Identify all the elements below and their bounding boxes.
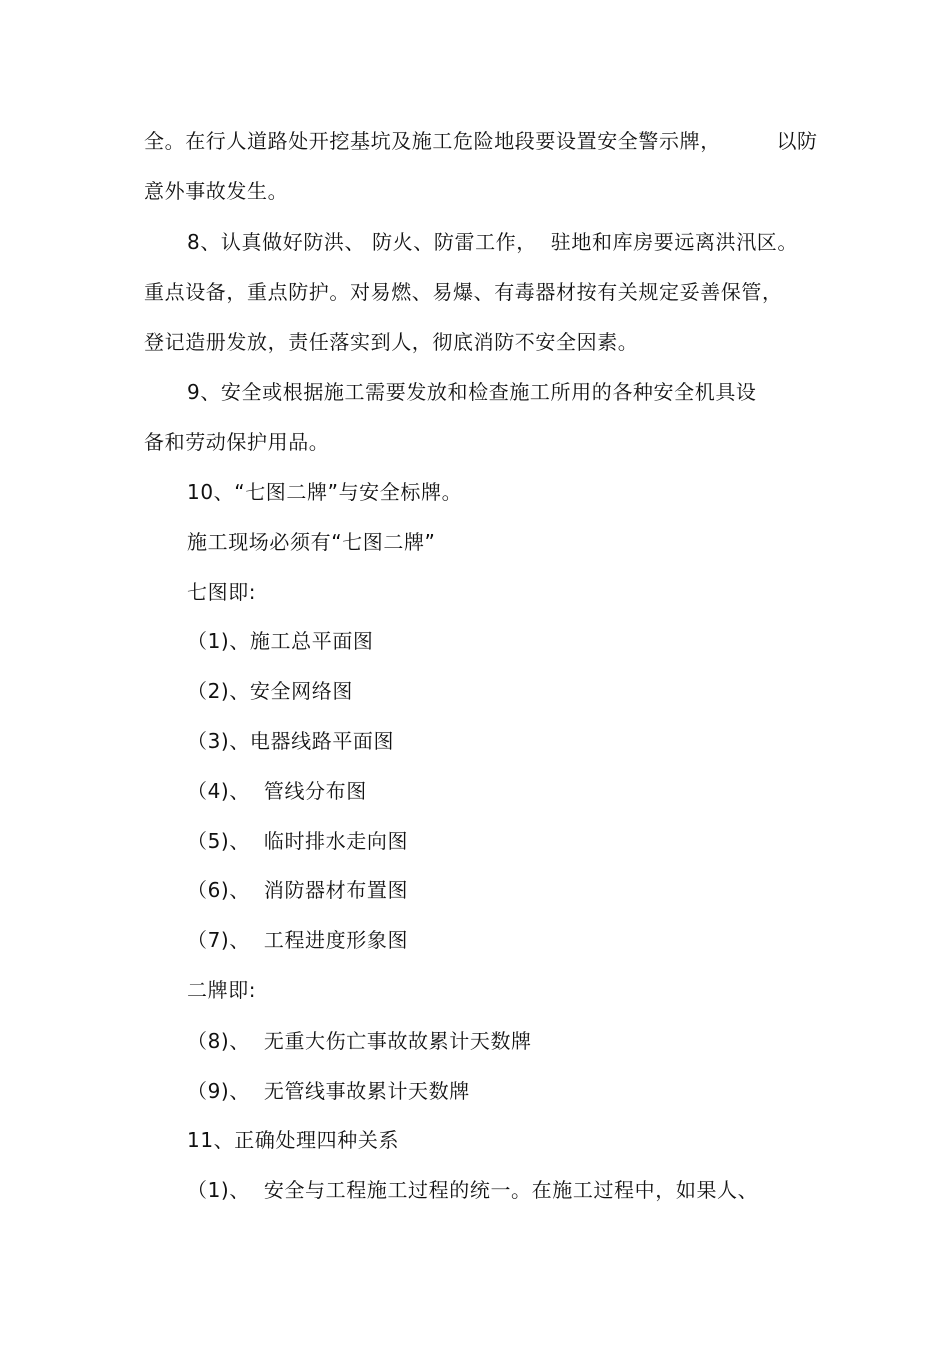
list-item: （1)、施工总平面图 [187, 629, 374, 653]
text-line: 意外事故发生。 [144, 179, 289, 203]
list-item: （3)、电器线路平面图 [187, 729, 395, 753]
text-line: 施工现场必须有“七图二牌” [187, 530, 436, 554]
list-item: （6)、 消防器材布置图 [187, 878, 409, 902]
list-item: （1)、 安全与工程施工过程的统一。在施工过程中，如果人、 [187, 1178, 759, 1202]
list-item: （4)、 管线分布图 [187, 779, 367, 803]
list-item: （2)、安全网络图 [187, 679, 353, 703]
text-line: 七图即: [187, 580, 257, 604]
list-item: （7)、 工程进度形象图 [187, 928, 409, 952]
text-line: 11、正确处理四种关系 [187, 1128, 400, 1152]
text-line: 二牌即: [187, 978, 257, 1002]
list-item: （9)、 无管线事故累计天数牌 [187, 1079, 470, 1103]
text-line: 全。在行人道路处开挖基坑及施工危险地段要设置安全警示牌， 以防 [144, 129, 818, 153]
text-line: 8、认真做好防洪、 防火、防雷工作， 驻地和库房要远离洪汛区。 [187, 230, 798, 254]
text-line: 备和劳动保护用品。 [144, 430, 330, 454]
text-line: 10、“七图二牌”与安全标牌。 [187, 480, 463, 504]
text-line: 重点设备，重点防护。对易燃、易爆、有毒器材按有关规定妥善保管， [144, 280, 783, 304]
text-line: 9、安全或根据施工需要发放和检查施工所用的各种安全机具设 [187, 380, 757, 404]
text-line: 登记造册发放，责任落实到人，彻底消防不安全因素。 [144, 330, 639, 354]
list-item: （5)、 临时排水走向图 [187, 829, 409, 853]
list-item: （8)、 无重大伤亡事故故累计天数牌 [187, 1029, 532, 1053]
